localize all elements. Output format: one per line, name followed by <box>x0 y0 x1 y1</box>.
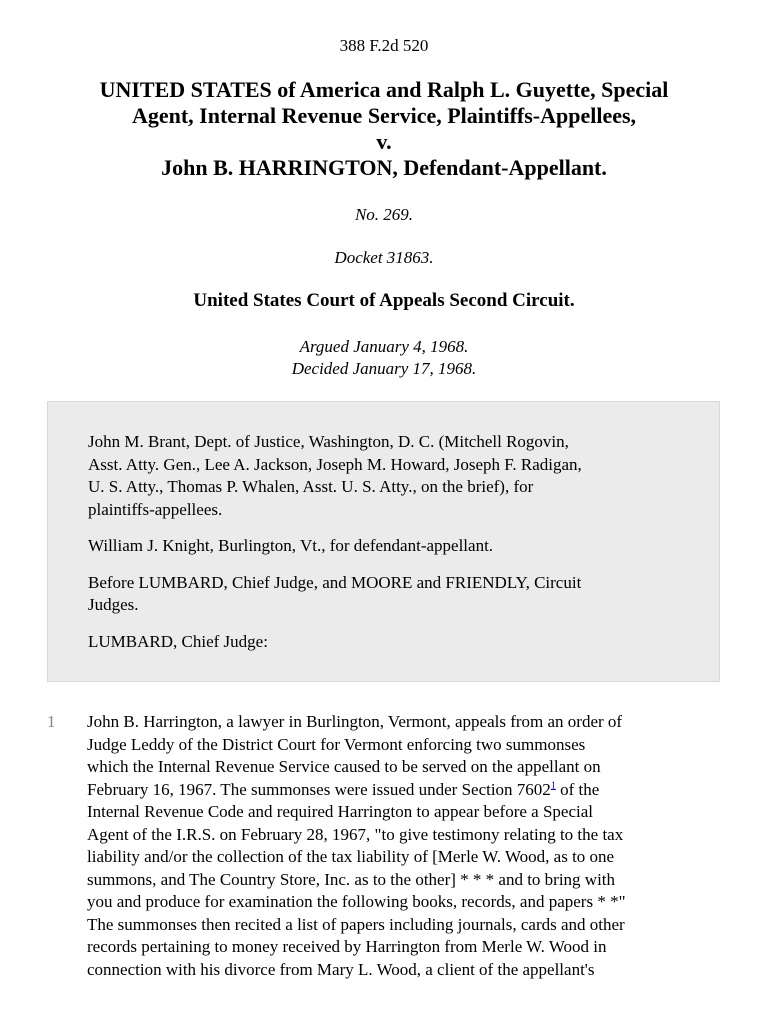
panel-line: Before LUMBARD, Chief Judge, and MOORE and FRIENDLY, Circuit <box>88 572 582 592</box>
case-number: No. 269. <box>354 205 414 224</box>
court-name: United States Court of Appeals Second Circuit. <box>193 290 575 311</box>
title-line: v. <box>376 129 392 154</box>
paragraph-text <box>87 711 720 981</box>
text-line: which the Internal Revenue Service caused to be served on the appellant on <box>87 757 601 776</box>
text-line <box>87 779 720 802</box>
case-title <box>40 77 728 181</box>
text-line: connection with his divorce from Mary L. Wood, a client of the appellant's <box>87 959 595 979</box>
counsel-box <box>47 401 720 682</box>
title-line: John B. HARRINGTON, Defendant-Appellant. <box>161 155 607 180</box>
text-line: summons, and The Country Store, Inc. as to the other] * * * and to bring with <box>87 869 616 889</box>
paragraph-number: 1 <box>47 712 56 731</box>
title-line: Agent, Internal Revenue Service, Plaintiffs-Appellees, <box>131 103 637 128</box>
text-line: Judge Leddy of the District Court for Vermont enforcing two summonses <box>87 734 586 754</box>
text-line: Agent of the I.R.S. on February 28, 1967, "to give testimony relating to the tax <box>87 824 624 844</box>
text-line: liability and/or the collection of the tax liability of [Merle W. Wood, as to one <box>87 847 615 866</box>
decided-date: Decided January 17, 1968. <box>291 359 477 378</box>
docket-number: Docket 31863. <box>334 248 434 267</box>
text-line: John B. Harrington, a lawyer in Burlington, Vermont, appeals from an order of <box>87 712 623 731</box>
panel-line: Judges. <box>88 595 139 614</box>
counsel-line: John M. Brant, Dept. of Justice, Washington, D. C. (Mitchell Rogovin, <box>88 432 569 451</box>
counsel-line: Asst. Atty. Gen., Lee A. Jackson, Joseph M. Howard, Joseph F. Radigan, <box>88 454 582 474</box>
counsel-line: plaintiffs-appellees. <box>88 499 223 519</box>
text-line: you and produce for examination the following books, records, and papers * *" <box>87 892 626 911</box>
argued-date: Argued January 4, 1968. <box>299 337 469 356</box>
opinion-paragraph <box>47 711 720 981</box>
judges-panel <box>88 572 688 617</box>
counsel-line: U. S. Atty., Thomas P. Whalen, Asst. U. S. Atty., on the brief), for <box>88 477 534 496</box>
text-line: records pertaining to money received by Harrington from Merle W. Wood in <box>87 937 607 956</box>
title-line: UNITED STATES of America and Ralph L. Guyette, Special <box>99 77 669 102</box>
opinion-author: LUMBARD, Chief Judge: <box>88 631 268 651</box>
text-line: Internal Revenue Code and required Harrington to appear before a Special <box>87 802 594 821</box>
text-line: The summonses then recited a list of papers including journals, cards and other <box>87 914 625 934</box>
appellant-counsel: William J. Knight, Burlington, Vt., for defendant-appellant. <box>88 536 494 555</box>
text-line-part: February 16, 1967. The summonses were issued under Section 7602 <box>87 779 551 799</box>
case-dates <box>0 336 768 380</box>
footnote-link[interactable]: 1 <box>550 779 556 791</box>
appellees-counsel <box>88 431 688 521</box>
text-line-tail: of the <box>555 779 600 799</box>
case-citation: 388 F.2d 520 <box>339 36 429 55</box>
counsel-content <box>88 431 688 667</box>
